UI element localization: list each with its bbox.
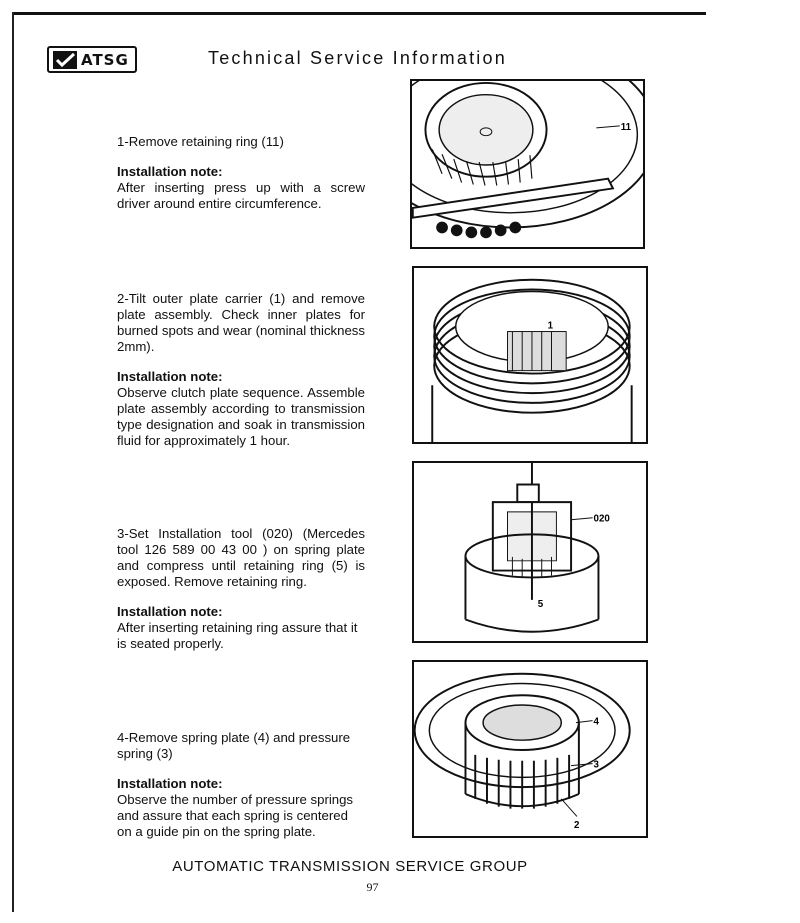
step-1-note-heading: Installation note: [117, 164, 223, 179]
page-title: Technical Service Information [208, 48, 507, 68]
step-4-note-text: Observe the number of pressure springs and assure that each spring is centered on a guide pin on the spring plate. [117, 792, 354, 839]
step-4 [117, 730, 365, 840]
step-4-text: 4-Remove spring plate (4) and pressure spring (3) [117, 730, 351, 761]
step-2-note-heading: Installation note: [117, 369, 223, 384]
step-4-note-heading: Installation note: [117, 776, 223, 791]
callout-3: 3 [593, 759, 599, 771]
step-2 [117, 291, 365, 449]
step-2-text: 2-Tilt outer plate carrier (1) and remove plate assembly. Check inner plates for burned spots and wear (nominal thickness 2mm). [117, 291, 365, 354]
step-3-note-heading: Installation note: [117, 604, 223, 619]
checkmark-icon [53, 51, 77, 69]
step-1-note-text: After inserting press up with a screw driver around entire circumference. [117, 180, 365, 211]
figure-4-spring-plate [412, 660, 648, 838]
figure-1-retaining-ring [410, 79, 645, 249]
callout-4: 4 [593, 716, 599, 728]
atsg-logo [47, 46, 137, 73]
step-1-text: 1-Remove retaining ring (11) [117, 134, 284, 149]
callout-5: 5 [537, 598, 544, 610]
step-3 [117, 526, 365, 652]
step-2-note-text: Observe clutch plate sequence. Assemble plate assembly according to transmission type designation and soak in transmission fluid for approximately 1 hour. [117, 385, 365, 448]
footer-org: AUTOMATIC TRANSMISSION SERVICE GROUP [172, 858, 528, 875]
figure-3-installation-tool [412, 461, 648, 643]
logo-text: ATSG [81, 50, 129, 69]
callout-020: 020 [593, 513, 610, 525]
step-1 [117, 134, 365, 212]
callout-1: 1 [547, 320, 554, 332]
left-rule [12, 12, 14, 912]
step-3-note-text: After inserting retaining ring assure that it is seated properly. [117, 620, 358, 651]
figure-2-plate-carrier [412, 266, 648, 444]
callout-2: 2 [573, 820, 580, 832]
top-rule [12, 12, 706, 15]
page-number: 97 [366, 880, 379, 894]
step-3-text: 3-Set Installation tool (020) (Mercedes tool 126 589 00 43 00 ) on spring plate and compress until retaining ring (5) is exposed. Remove retaining ring. [117, 526, 365, 589]
callout-11: 11 [620, 121, 632, 133]
